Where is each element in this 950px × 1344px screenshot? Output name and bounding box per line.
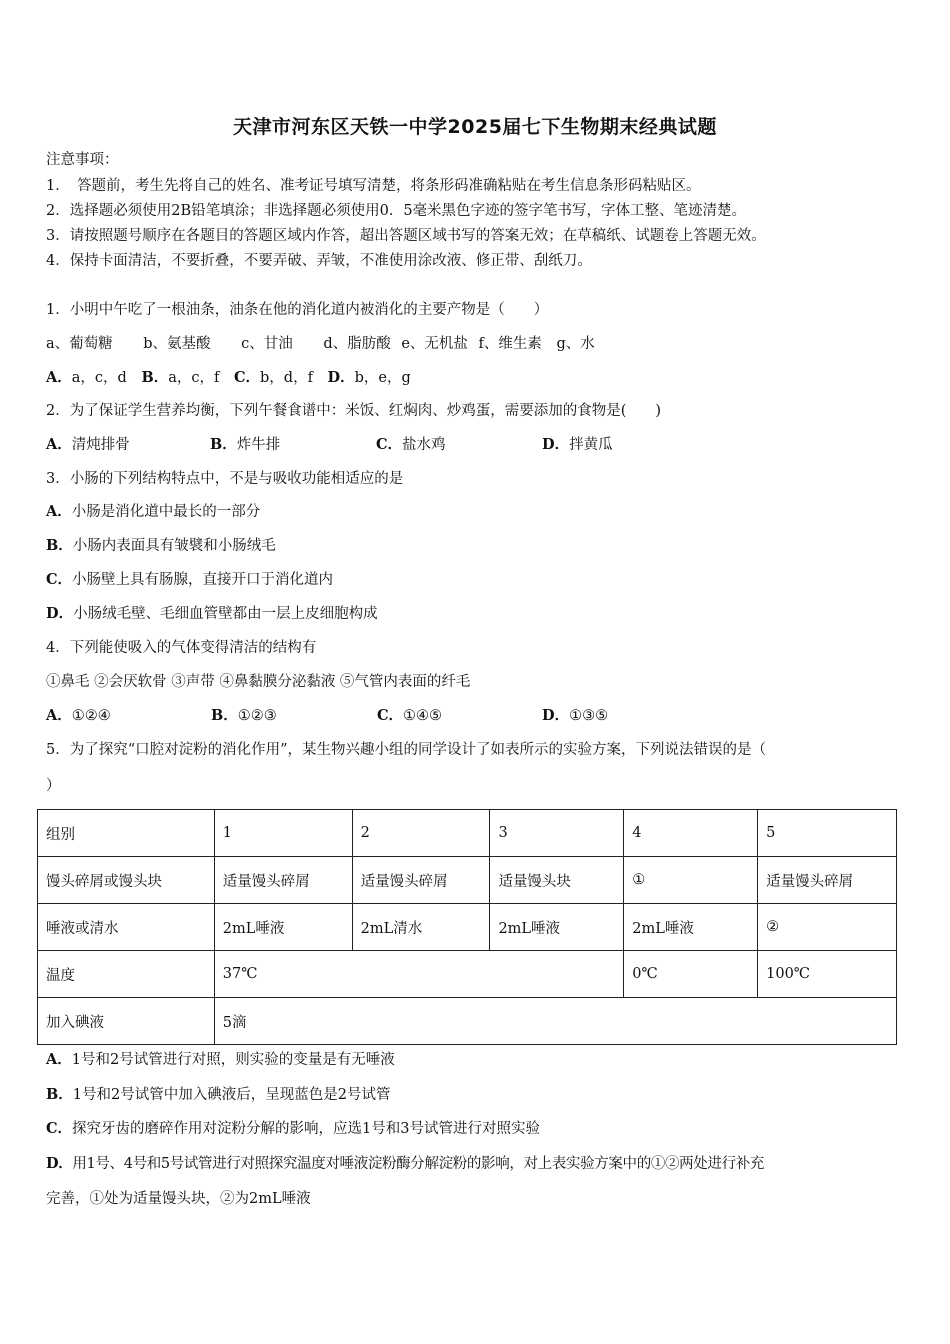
notice-item: 1． 答题前，考生先将自己的姓名、准考证号填写清楚，将条形码准确粘贴在考生信息条形码粘贴区。 <box>46 178 701 194</box>
q2-stem: 2．为了保证学生营养均衡，下列午餐食谱中：米饭、红焖肉、炒鸡蛋，需要添加的食物是( ) <box>46 403 662 419</box>
table-cell: 2mL唾液 <box>214 904 352 951</box>
option-label: B． <box>211 707 238 724</box>
page-title: 天津市河东区天铁一中学2025届七下生物期末经典试题 <box>233 116 717 138</box>
option-label: C． <box>46 571 73 588</box>
notice-item: 4．保持卡面清洁，不要折叠，不要弄破、弄皱，不准使用涂改液、修正带、刮纸刀。 <box>46 253 592 269</box>
option-label: C． <box>233 369 260 386</box>
option-text: 1号和2号试管进行对照，则实验的变量是有无唾液 <box>71 1052 395 1068</box>
option-text: 小肠壁上具有肠腺，直接开口于消化道内 <box>72 572 334 588</box>
table-cell: 5 <box>758 810 897 857</box>
q5-stem-cont: ） <box>46 778 61 794</box>
option-text: 小肠内表面具有皱襞和小肠绒毛 <box>72 538 276 554</box>
table-row <box>38 998 897 1045</box>
q3-option <box>46 502 260 522</box>
table-cell: 3 <box>490 810 624 857</box>
table-cell: 37℃ <box>214 951 624 998</box>
option-label: A． <box>46 1051 72 1068</box>
option-label: A． <box>46 503 72 520</box>
option-text: b，d，f <box>260 370 313 386</box>
option-text: ①②③ <box>237 708 277 724</box>
experiment-table <box>37 809 897 1045</box>
q5-option-cont: 完善，①处为适量馒头块，②为2mL唾液 <box>46 1191 311 1207</box>
q5-option <box>46 1085 390 1105</box>
table-cell: 加入碘液 <box>38 998 215 1045</box>
q3-stem: 3．小肠的下列结构特点中，不是与吸收功能相适应的是 <box>46 471 404 487</box>
table-cell: 2mL唾液 <box>490 904 624 951</box>
table-cell: 4 <box>624 810 758 857</box>
option-text: 小肠绒毛壁、毛细血管壁都由一层上皮细胞构成 <box>73 606 378 622</box>
option-text: ①③⑤ <box>569 708 609 724</box>
q1-item: c、甘油 <box>241 336 293 352</box>
q4-stem: 4．下列能使吸入的气体变得清洁的结构有 <box>46 640 317 656</box>
table-cell: 适量馒头块 <box>490 857 624 904</box>
option-text: 清炖排骨 <box>71 437 130 453</box>
option-label: D． <box>327 369 355 386</box>
q4-options <box>46 706 608 726</box>
option-label: D． <box>46 1155 73 1172</box>
q1-items <box>46 334 595 354</box>
q4-items: ①鼻毛 ②会厌软骨 ③声带 ④鼻黏膜分泌黏液 ⑤气管内表面的纤毛 <box>46 674 471 690</box>
option-label: A． <box>46 707 72 724</box>
option-label: D． <box>542 707 570 724</box>
table-cell: 唾液或清水 <box>38 904 215 951</box>
q1-item: a、葡萄糖 <box>46 336 113 352</box>
table-cell: 100℃ <box>758 951 897 998</box>
table-cell: 馒头碎屑或馒头块 <box>38 857 215 904</box>
q1-options <box>46 368 411 388</box>
table-cell: ② <box>758 904 897 951</box>
option-text: 用1号、4号和5号试管进行对照探究温度对唾液淀粉酶分解淀粉的影响，对上表实验方案中的①②两处进行补充 <box>72 1156 765 1172</box>
option-label: B． <box>46 1086 73 1103</box>
q1-stem: 1．小明中午吃了一根油条，油条在他的消化道内被消化的主要产物是（ ） <box>46 302 549 318</box>
option-text: 炸牛排 <box>236 437 281 453</box>
q3-option <box>46 604 378 624</box>
q5-option <box>46 1050 395 1070</box>
option-text: ①②④ <box>71 708 111 724</box>
table-row <box>38 951 897 998</box>
notice-item: 3．请按照题号顺序在各题目的答题区域内作答，超出答题区域书写的答案无效；在草稿纸、试题卷上答题无效。 <box>46 228 766 244</box>
option-text: 拌黄瓜 <box>569 437 613 453</box>
q5-option <box>46 1154 764 1174</box>
option-label: A． <box>46 436 72 453</box>
table-cell: 组别 <box>38 810 215 857</box>
table-cell: 适量馒头碎屑 <box>214 857 352 904</box>
q3-option <box>46 536 276 556</box>
q1-item: d、脂肪酸 <box>323 336 391 352</box>
option-text: a，c，d <box>71 370 127 386</box>
table-cell: 0℃ <box>624 951 758 998</box>
q1-item: g、水 <box>556 336 595 352</box>
option-label: C． <box>377 707 404 724</box>
q5-option <box>46 1119 540 1139</box>
table-row <box>38 810 897 857</box>
q2-options <box>46 435 613 455</box>
table-cell: 2mL清水 <box>352 904 490 951</box>
table-cell: 2mL唾液 <box>624 904 758 951</box>
option-label: B． <box>141 369 169 386</box>
notice-item: 2．选择题必须使用2B铅笔填涂；非选择题必须使用0．5毫米黑色字迹的签字笔书写，字体工整、笔迹清楚。 <box>46 203 747 219</box>
table-cell: 2 <box>352 810 490 857</box>
table-cell: 适量馒头碎屑 <box>758 857 897 904</box>
option-label: B． <box>46 537 73 554</box>
option-text: a，c，f <box>168 370 220 386</box>
option-label: D． <box>46 605 74 622</box>
option-label: C． <box>376 436 403 453</box>
option-label: A． <box>46 369 72 386</box>
notice-heading: 注意事项： <box>46 152 119 168</box>
table-cell: 温度 <box>38 951 215 998</box>
q1-item: b、氨基酸 <box>143 336 211 352</box>
option-label: B． <box>210 436 237 453</box>
table-cell: ① <box>624 857 758 904</box>
option-label: C． <box>46 1120 73 1137</box>
q3-option <box>46 570 333 590</box>
option-text: b，e，g <box>354 370 411 386</box>
q1-item: f、维生素 <box>478 336 542 352</box>
q5-stem: 5．为了探究“口腔对淀粉的消化作用”，某生物兴趣小组的同学设计了如表所示的实验方案，下列说法错误的是（ <box>46 742 767 758</box>
option-text: 小肠是消化道中最长的一部分 <box>71 504 261 520</box>
table-cell: 1 <box>214 810 352 857</box>
q1-item: e、无机盐 <box>401 336 468 352</box>
option-label: D． <box>542 436 570 453</box>
option-text: 探究牙齿的磨碎作用对淀粉分解的影响，应选1号和3号试管进行对照实验 <box>72 1121 540 1137</box>
option-text: 1号和2号试管中加入碘液后，呈现蓝色是2号试管 <box>72 1087 391 1103</box>
option-text: 盐水鸡 <box>402 437 446 453</box>
table-cell: 适量馒头碎屑 <box>352 857 490 904</box>
table-row <box>38 857 897 904</box>
table-row <box>38 904 897 951</box>
option-text: ①④⑤ <box>403 708 443 724</box>
table-cell: 5滴 <box>214 998 896 1045</box>
